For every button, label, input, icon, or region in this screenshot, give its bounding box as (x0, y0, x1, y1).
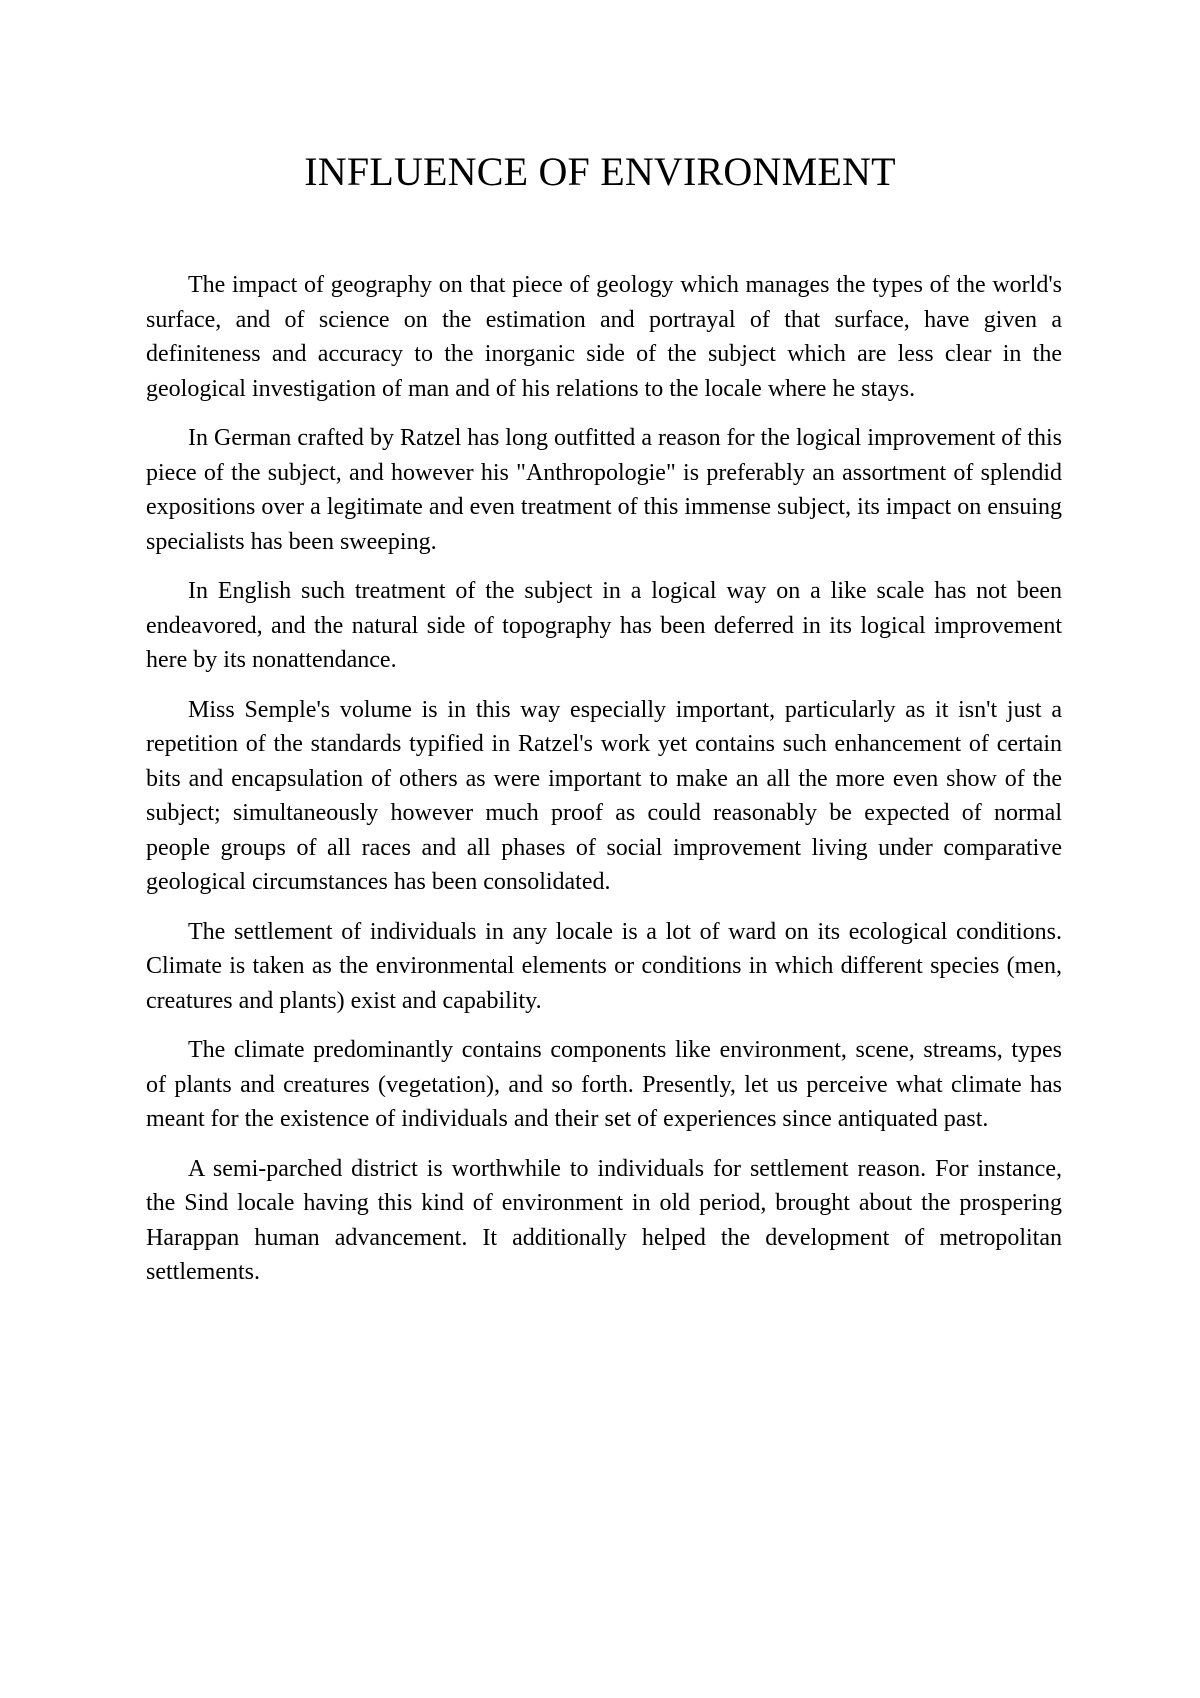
paragraph-2: In German crafted by Ratzel has long outfitted a reason for the logical improvement of this piece of the subject, and however his "Anthropologie" is preferably an assortment of splendid expositions over a legitimate and even treatment of this immense subject, its impact on ensuing specialists has been sweeping. (146, 425, 1062, 555)
paragraph-7: A semi-parched district is worthwhile to individuals for settlement reason. For instance, the Sind locale having this kind of environment in old period, brought about the prospering Harappan human advancement. It additionally helped the development of metropolitan settlements. (146, 1155, 1062, 1285)
document-title: INFLUENCE OF ENVIRONMENT (304, 149, 896, 194)
document-body (146, 268, 1062, 1305)
paragraph-5: The settlement of individuals in any locale is a lot of ward on its ecological conditions. Climate is taken as the environmental elements or conditions in which different species (men, creatures and plants) exist and capability. (146, 918, 1062, 1014)
paragraph-1: The impact of geography on that piece of geology which manages the types of the world's surface, and of science on the estimation and portrayal of that surface, have given a definiteness and accuracy to the inorganic side of the subject which are less clear in the geological investigation of man and of his relations to the locale where he stays. (146, 272, 1062, 402)
paragraph-3: In English such treatment of the subject in a logical way on a like scale has not been endeavored, and the natural side of topography has been deferred in its logical improvement here by its nonattendance. (146, 578, 1062, 673)
paragraph-4: Miss Semple's volume is in this way especially important, particularly as it isn't just a repetition of the standards typified in Ratzel's work yet contains such enhancement of certain bits and encapsulation of others as were important to make an all the more even show of the subject; simultaneously however much proof as could reasonably be expected of normal people groups of all races and all phases of social improvement living under comparative geological circumstances has been consolidated. (146, 696, 1062, 895)
paragraph-6: The climate predominantly contains components like environment, scene, streams, types of plants and creatures (vegetation), and so forth. Presently, let us perceive what climate has meant for the existence of individuals and their set of experiences since antiquated past. (146, 1037, 1062, 1132)
